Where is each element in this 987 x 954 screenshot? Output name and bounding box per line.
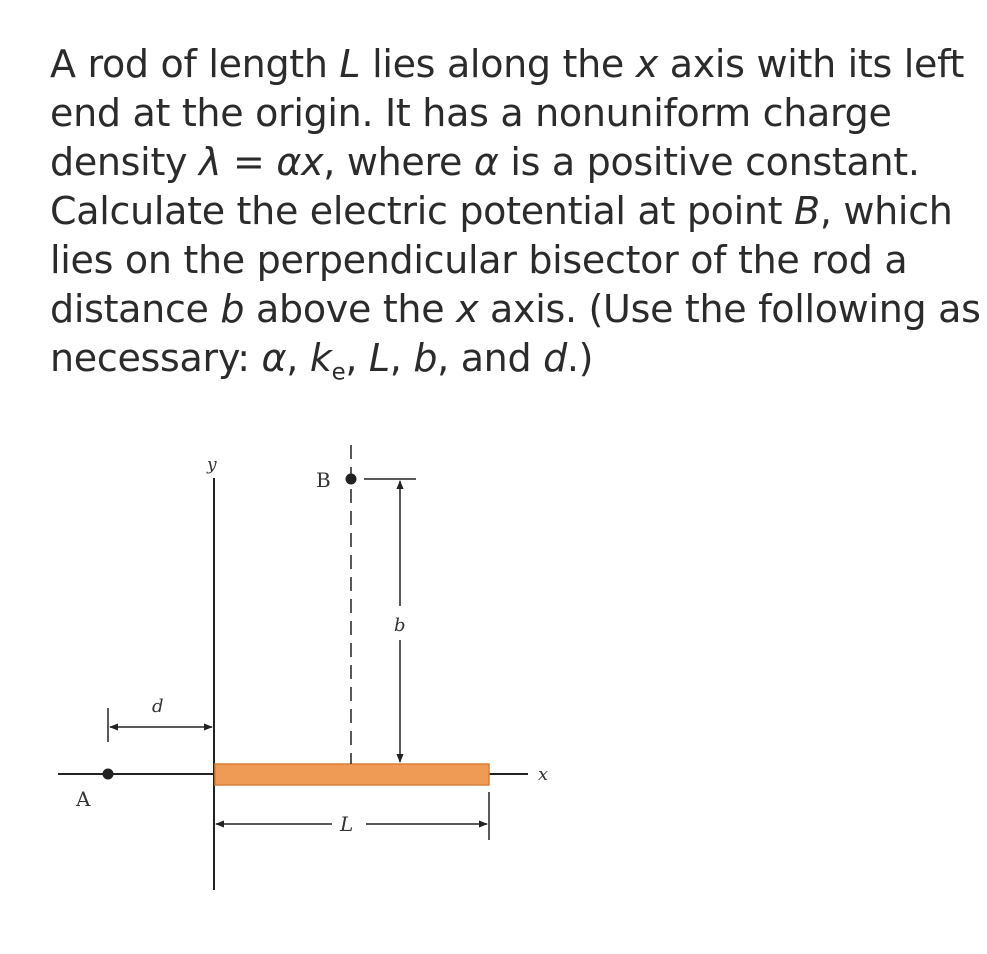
math-variable: d [543, 336, 567, 380]
math-variable: k [309, 336, 332, 380]
problem-line: distance b above the x axis. (Use the following as [50, 287, 981, 331]
math-variable: B [794, 189, 820, 233]
math-variable: x [456, 287, 479, 331]
x-axis-label: x [538, 764, 549, 785]
point-b-label: B [316, 468, 331, 492]
d-label: d [152, 696, 164, 717]
problem-line: lies on the perpendicular bisector of the rod a [50, 238, 908, 282]
b-label: b [394, 615, 406, 636]
charged-rod [215, 764, 489, 785]
math-variable: λ [199, 140, 222, 184]
problem-line: A rod of length L lies along the x axis with its left [50, 42, 965, 86]
y-axis-label: y [207, 455, 217, 475]
math-variable: α [473, 140, 499, 184]
point-a-label: A [76, 787, 91, 811]
l-label: L [340, 812, 354, 836]
point-b-dot [346, 474, 357, 485]
math-subscript: e [331, 359, 346, 386]
math-variable: L [339, 42, 361, 86]
problem-line: density λ = αx, where α is a positive constant. [50, 140, 920, 184]
math-variable: b [413, 336, 438, 380]
math-variable: α [261, 336, 287, 380]
math-variable: x [635, 42, 658, 86]
math-variable: L [368, 336, 390, 380]
math-variable: b [220, 287, 245, 331]
math-variable: αx [276, 140, 324, 184]
problem-line: necessary: α, $k_e$, L, b, and d.) [50, 336, 594, 386]
problem-line: end at the origin. It has a nonuniform charge [50, 91, 892, 135]
point-a-dot [103, 769, 114, 780]
problem-line: Calculate the electric potential at point B, which [50, 189, 953, 233]
